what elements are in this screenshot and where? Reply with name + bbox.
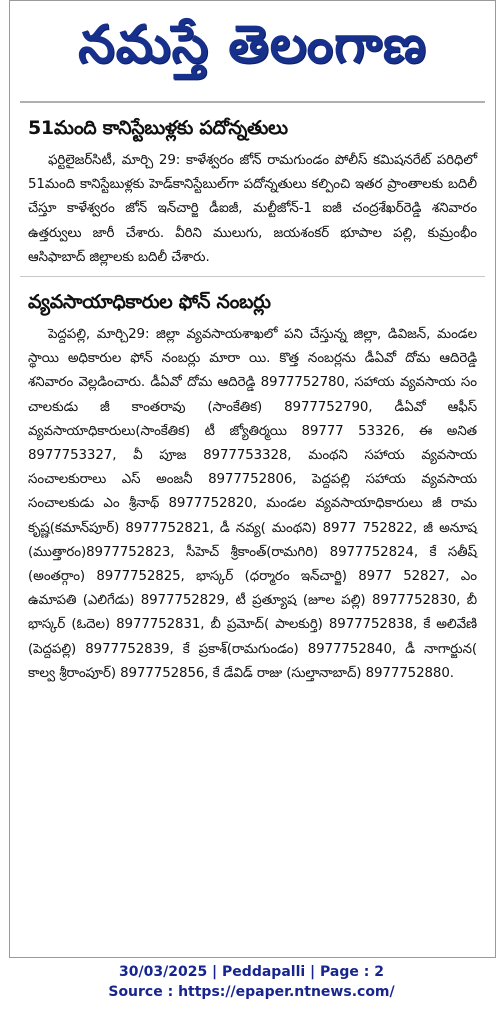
newspaper-masthead: నమస్తే తెలంగాణ	[78, 14, 427, 75]
story-body: ఫర్టిలైజర్‌సిటీ, మార్చి 29: కాళేశ్వరం జోన్ రామగుండం పోలీస్ కమిషనరేట్ పరిధిలో 51మంది కానిస్టేబుళ్లకు హెడ్‌కానిస్టేబుల్‌గా పదోన్నతులు కల్పించి ఇతర ప్రాంతాలకు బదిలీ చేస్తూ కాళేశ్వరం జోన్ ఇన్‌చార్జి డీఐజీ, మల్టీజోన్-1 ఐజీ చంద్రశేఖర్‌రెడ్డి శనివారం ఉత్తర్వులు జారీ చేశారు. వీరిని ములుగు, జయశంకర్ భూపాల పల్లి, కుమ్రంభీం ఆసిఫాబాద్ జిల్లాలకు బదిలీ చేశారు.	[28, 153, 477, 265]
source-footer	[0, 960, 503, 1002]
story-divider	[20, 276, 485, 277]
story-headline: వ్యవసాయాధికారుల ఫోన్ నంబర్లు	[28, 291, 271, 314]
source-link[interactable]: Source : https://epaper.ntnews.com/	[108, 984, 395, 1000]
story-body: పెద్దపల్లి, మార్చి29: జిల్లా వ్యవసాయశాఖలో పని చేస్తున్న జిల్లా, డివిజన్, మండల స్థాయి అధికారుల ఫోన్ నంబర్లు మారా యి. కొత్త నంబర్లను డీఏవో దోమ ఆదిరెడ్డి శనివారం వెల్లడించారు. డీఏవో దోమ ఆదిరెడ్డి 8977752780, సహాయ వ్యవసాయ సం చాలకుడు జీ కాంతరావు (సాంకేతిక) 8977752790, డీఏవో ఆఫీస్ వ్యవసాయాధికారులు(సాంకేతిక) టీ జ్యోతిర్మయి 89777 53326, ఈ అనిత 8977753327, వీ పూజ 8977753328, మంథని సహాయ వ్యవసాయ సంచాలకురాలు ఎస్ అంజనీ 8977752806, పెద్దపల్లి సహాయ వ్యవసాయ సంచాలకుడు ఎం శ్రీనాథ్ 8977752820, మండల వ్యవసాయాధికారులు జీ రామ కృష్ణ(కమాన్‌పూర్) 8977752821, డీ నవ్య( మంథని) 8977 752822, జీ అనూష (ముత్తారం)8977752823, సీహెచ్ శ్రీకాంత్(రామగిరి) 8977752824, కే సతీష్ (అంతర్గాం) 8977752825, భాస్కర్ (ధర్మారం ఇన్‌చార్జి) 8977 52827, ఎం ఉమాపతి (ఎలిగేడు) 8977752829, టీ ప్రత్యూష (జూల పల్లి) 8977752830, బీ భాస్కర్ (ఓదెల) 8977752831, బీ ప్రమోద్( పాలకుర్తి) 8977752838, కే అలివేణి (పెద్దపల్లి) 8977752839, కే ప్రకాశ్(రామగుండం) 8977752840, డీ నాగార్జున( కాల్వ శ్రీరాంపూర్) 8977752856, కే డేవిడ్ రాజు (సుల్తానాబాద్) 8977752880.	[28, 327, 477, 681]
masthead-divider	[20, 101, 485, 103]
date-page-info: 30/03/2025 | Peddapalli | Page : 2	[119, 964, 384, 980]
news-story-promotions	[10, 115, 495, 270]
story-headline: 51మంది కానిస్టేబుళ్లకు పదోన్నతులు	[28, 117, 288, 139]
news-story-phone-numbers	[10, 289, 495, 686]
newspaper-clipping	[9, 0, 496, 958]
